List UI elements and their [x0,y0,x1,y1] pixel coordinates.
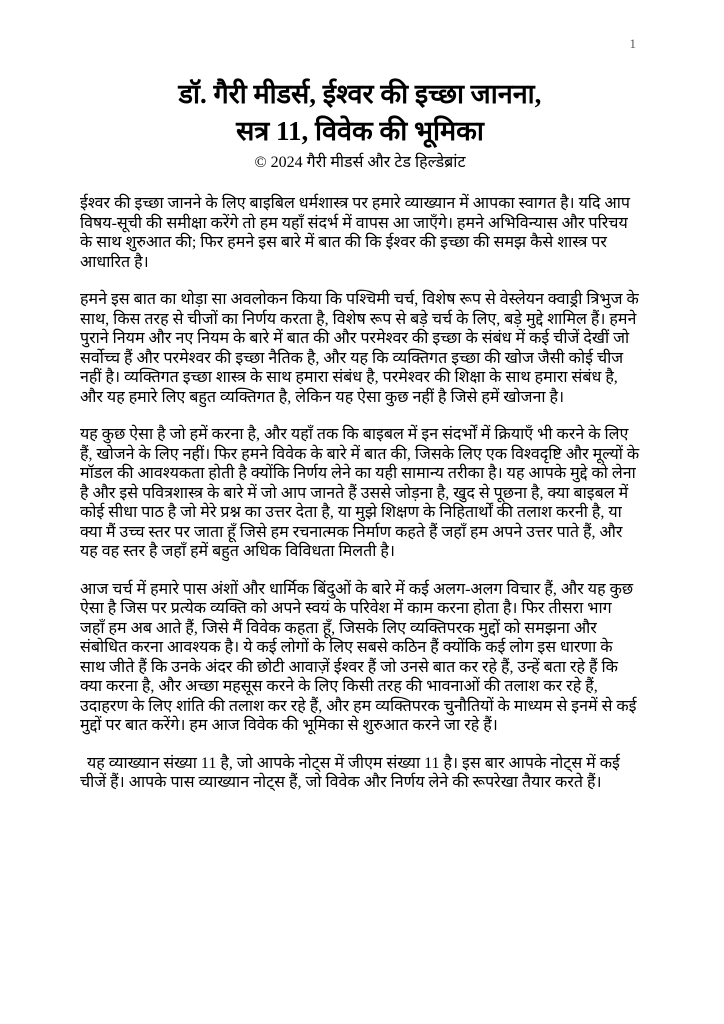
document-body [80,194,640,793]
document-title [80,76,640,150]
paragraph: यह कुछ ऐसा है जो हमें करना है, और यहाँ तक कि बाइबल में इन संदर्भों में क्रियाएँ भी करने के लिए हैं, खोजने के लिए नहीं। फिर हमने विवेक के बारे में बात की, जिसके लिए एक विश्वदृष्टि और मूल्यों के मॉडल की आवश्यकता होती है क्योंकि निर्णय लेने का यही सामान्य तरीका है। यह आपके मुद्दे को लेना है और इसे पवित्रशास्त्र के बारे में जो आप जानते हैं उससे जोड़ना है, खुद से पूछना है, क्या बाइबल में कोई सीधा पाठ है जो मेरे प्रश्न का उत्तर देता है, या मुझे शिक्षण के निहितार्थों की तलाश करनी है, या क्या मैं उच्च स्तर पर जाता हूँ जिसे हम रचनात्मक निर्माण कहते हैं जहाँ हम अपने उत्तर पाते हैं, और यह वह स्तर है जहाँ हमें बहुत अधिक विविधता मिलती है। [80,426,640,560]
document-title-line1: डॉ. गैरी मीडर्स, ईश्वर की इच्छा जानना, [178,79,542,109]
page-number: 1 [629,36,636,51]
paragraph: हमने इस बात का थोड़ा सा अवलोकन किया कि पश्चिमी चर्च, विशेष रूप से वेस्लेयन क्वाड्री त्रिभुज के साथ, किस तरह से चीजों का निर्णय करता है, विशेष रूप से बड़े चर्च के लिए, बड़े मुद्दे शामिल हैं। हमने पुराने नियम और नए नियम के बारे में बात की और परमेश्वर की इच्छा के संबंध में कई चीजें देखीं जो सर्वोच्च हैं और परमेश्वर की इच्छा नैतिक है, और यह कि व्यक्तिगत इच्छा की खोज जैसी कोई चीज नहीं है। व्यक्तिगत इच्छा शास्त्र के साथ हमारा संबंध है, परमेश्वर की शिक्षा के साथ हमारा संबंध है, और यह हमारे लिए बहुत व्यक्तिगत है, लेकिन यह ऐसा कुछ नहीं है जिसे हमें खोजना है। [80,291,639,406]
paragraph: यह व्याख्यान संख्या 11 है, जो आपके नोट्स में जीएम संख्या 11 है। इस बार आपके नोट्स में कई चीजें हैं। आपके पास व्याख्यान नोट्स हैं, जो विवेक और निर्णय लेने की रूपरेखा तैयार करते हैं। [80,754,620,791]
paragraph: ईश्वर की इच्छा जानने के लिए बाइबिल धर्मशास्त्र पर हमारे व्याख्यान में आपका स्वागत है। यदि आप विषय-सूची की समीक्षा करेंगे तो हम यहाँ संदर्भ में वापस आ जाएँगे। हमने अभिविन्यास और परिचय के साथ शुरुआत की; फिर हमने इस बारे में बात की कि ईश्वर की इच्छा की समझ कैसे शास्त्र पर आधारित है। [80,195,630,271]
paragraph: आज चर्च में हमारे पास अंशों और धार्मिक बिंदुओं के बारे में कई अलग-अलग विचार हैं, और यह कुछ ऐसा है जिस पर प्रत्येक व्यक्ति को अपने स्वयं के परिवेश में काम करना होता है। फिर तीसरा भाग जहाँ हम अब आते हैं, जिसे मैं विवेक कहता हूँ, जिसके लिए व्यक्तिपरक मुद्दों को समझना और संबोधित करना आवश्यक है। ये कई लोगों के लिए सबसे कठिन हैं क्योंकि कई लोग इस धारणा के साथ जीते हैं कि उनके अंदर की छोटी आवाज़ें ईश्वर हैं जो उनसे बात कर रहे हैं, उन्हें बता रहे हैं कि क्या करना है, और अच्छा महसूस करने के लिए किसी तरह की भावनाओं की तलाश कर रहे हैं, उदाहरण के लिए शांति की तलाश कर रहे हैं, और हम व्यक्तिपरक चुनौतियों के माध्यम से इनमें से कई मुद्दों पर बात करेंगे। हम आज विवेक की भूमिका से शुरुआत करने जा रहे हैं। [80,580,637,734]
copyright-line: © 2024 गैरी मीडर्स और टेड हिल्डेब्रांट [254,154,466,171]
document-title-line2: सत्र 11, विवेक की भूमिका [236,116,484,146]
